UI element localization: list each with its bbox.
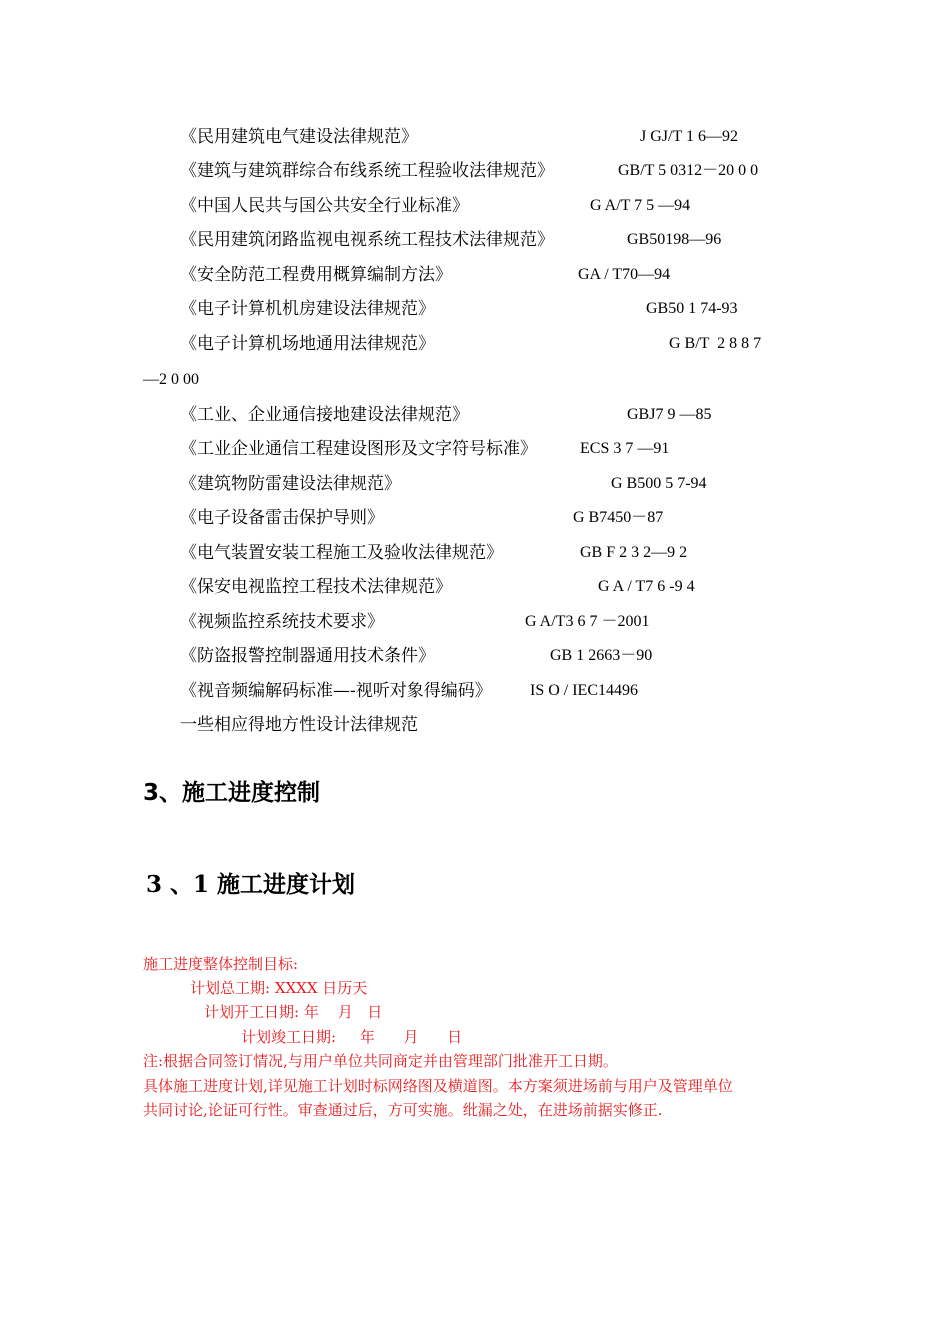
- standard-code: ECS 3 7 —91: [580, 440, 670, 457]
- schedule-start-date: 计划开工日期: 年 月 日: [204, 1003, 383, 1021]
- standard-title: 《安全防范工程费用概算编制方法》: [180, 265, 452, 285]
- standard-title: 《民用建筑闭路监视电视系统工程技术法律规范》: [180, 230, 554, 250]
- local-standards-note: 一些相应得地方性设计法律规范: [180, 715, 418, 735]
- standard-title: 《工业、企业通信接地建设法律规范》: [180, 405, 469, 425]
- standard-title: 《电子计算机机房建设法律规范》: [180, 299, 435, 319]
- standard-code: GB50198—96: [627, 231, 722, 248]
- schedule-note: 注:根据合同签订情况,与用户单位共同商定并由管理部门批准开工日期。: [143, 1052, 618, 1070]
- schedule-total-period: 计划总工期: XXXX 日历天: [190, 979, 368, 997]
- schedule-target-label: 施工进度整体控制目标:: [143, 955, 299, 973]
- standard-title: 《视音频编解码标准—-视听对象得编码》: [180, 681, 492, 701]
- standard-title: 《电气装置安装工程施工及验收法律规范》: [180, 543, 503, 563]
- standard-title: 《民用建筑电气建设法律规范》: [180, 127, 418, 147]
- standard-title: 《建筑物防雷建设法律规范》: [180, 474, 401, 494]
- standard-code: GB50 1 74-93: [646, 300, 738, 317]
- standard-code: GBJ7 9 —85: [627, 406, 712, 423]
- standard-title: 《视频监控系统技术要求》: [180, 612, 384, 632]
- standard-code: GB/T 5 0312－20 0 0: [618, 162, 759, 179]
- standard-code: G B500 5 7-94: [611, 475, 707, 492]
- standard-title: 《建筑与建筑群综合布线系统工程验收法律规范》: [180, 161, 554, 181]
- standard-code: GB F 2 3 2—9 2: [580, 544, 688, 561]
- schedule-detail-line2: 共同讨论,论证可行性。审查通过后，方可实施。纰漏之处，在进场前据实修正.: [143, 1101, 663, 1119]
- standard-code: G B7450－87: [573, 509, 664, 526]
- standard-code: G A/T3 6 7 －2001: [525, 613, 650, 630]
- standard-title: 《电子计算机场地通用法律规范》: [180, 334, 435, 354]
- schedule-end-date: 计划竣工日期: 年 月 日: [241, 1028, 463, 1046]
- subsection-heading: 3 、1 施工进度计划: [146, 871, 356, 898]
- standard-title: 《保安电视监控工程技术法律规范》: [180, 577, 452, 597]
- standard-code: GA / T70—94: [578, 266, 671, 283]
- standard-code: GB 1 2663－90: [550, 647, 653, 664]
- standard-code: IS O / IEC14496: [530, 682, 638, 699]
- standard-title: 《电子设备雷击保护导则》: [180, 508, 384, 528]
- standard-code: G B/T 2 8 8 7: [669, 335, 762, 352]
- standard-title: 《工业企业通信工程建设图形及文字符号标准》: [180, 439, 537, 459]
- schedule-detail-line1: 具体施工进度计划,详见施工计划时标网络图及横道图。本方案须进场前与用户及管理单位: [143, 1077, 733, 1095]
- section-heading: 3、施工进度控制: [143, 780, 321, 806]
- standard-code-wrap: —2 0 00: [143, 371, 199, 388]
- standard-code: G A/T 7 5 —94: [590, 197, 691, 214]
- standard-title: 《防盗报警控制器通用技术条件》: [180, 646, 435, 666]
- standard-code: J GJ/T 1 6—92: [640, 128, 738, 145]
- standard-title: 《中国人民共与国公共安全行业标准》: [180, 196, 469, 216]
- standard-code: G A / T7 6 -9 4: [598, 578, 695, 595]
